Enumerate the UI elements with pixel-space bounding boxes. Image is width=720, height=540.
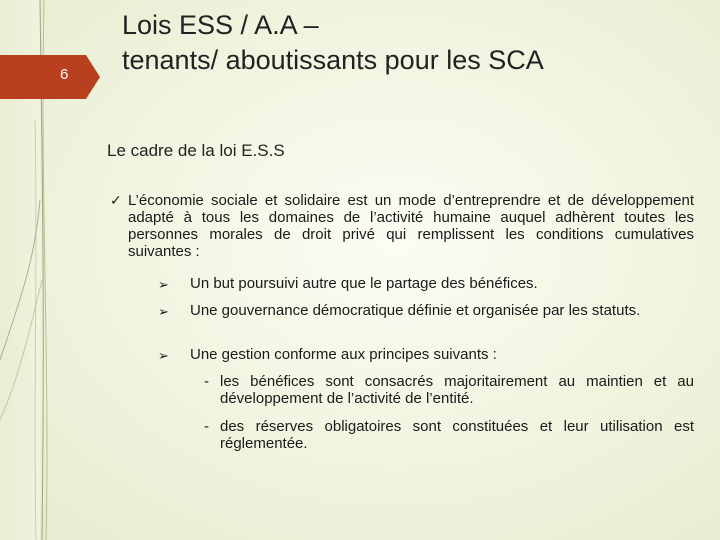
principle-text: des réserves obligatoires sont constituées et leur utilisation est réglementée.	[220, 418, 694, 452]
arrow-bullet-icon: ➢	[158, 277, 169, 292]
condition-text: Une gestion conforme aux principes suivants :	[190, 346, 497, 363]
slide-subtitle: Le cadre de la loi E.S.S	[107, 141, 285, 160]
slide-title-line-1: Lois ESS / A.A –	[122, 10, 319, 40]
principle-item	[204, 373, 694, 407]
slide-title-line-2: tenants/ aboutissants pour les SCA	[122, 45, 544, 75]
slide-number-tab	[0, 55, 100, 99]
condition-item	[158, 275, 694, 292]
condition-item	[158, 346, 694, 363]
condition-text: Une gouvernance démocratique définie et organisée par les statuts.	[190, 302, 641, 319]
checkmark-icon: ✓	[110, 192, 122, 208]
dash-bullet-icon: -	[204, 418, 209, 435]
condition-item	[158, 302, 694, 319]
intro-bullet	[110, 192, 694, 260]
arrow-bullet-icon: ➢	[158, 304, 169, 319]
principle-text: les bénéfices sont consacrés majoritairement au maintien et au développement de l’activité de l’entité.	[220, 373, 694, 407]
slide-title	[122, 8, 702, 78]
dash-bullet-icon: -	[204, 373, 209, 390]
intro-text: L’économie sociale et solidaire est un mode d’entreprendre et de développement adapté à tous les domaines de l’activité humaine auquel adhèrent toutes les personnes morales de droit privé qui remplissent les conditions cumulatives suivantes :	[128, 192, 694, 260]
slide-number: 6	[60, 66, 69, 83]
condition-text: Un but poursuivi autre que le partage des bénéfices.	[190, 275, 538, 292]
arrow-bullet-icon: ➢	[158, 348, 169, 363]
principle-item	[204, 418, 694, 452]
